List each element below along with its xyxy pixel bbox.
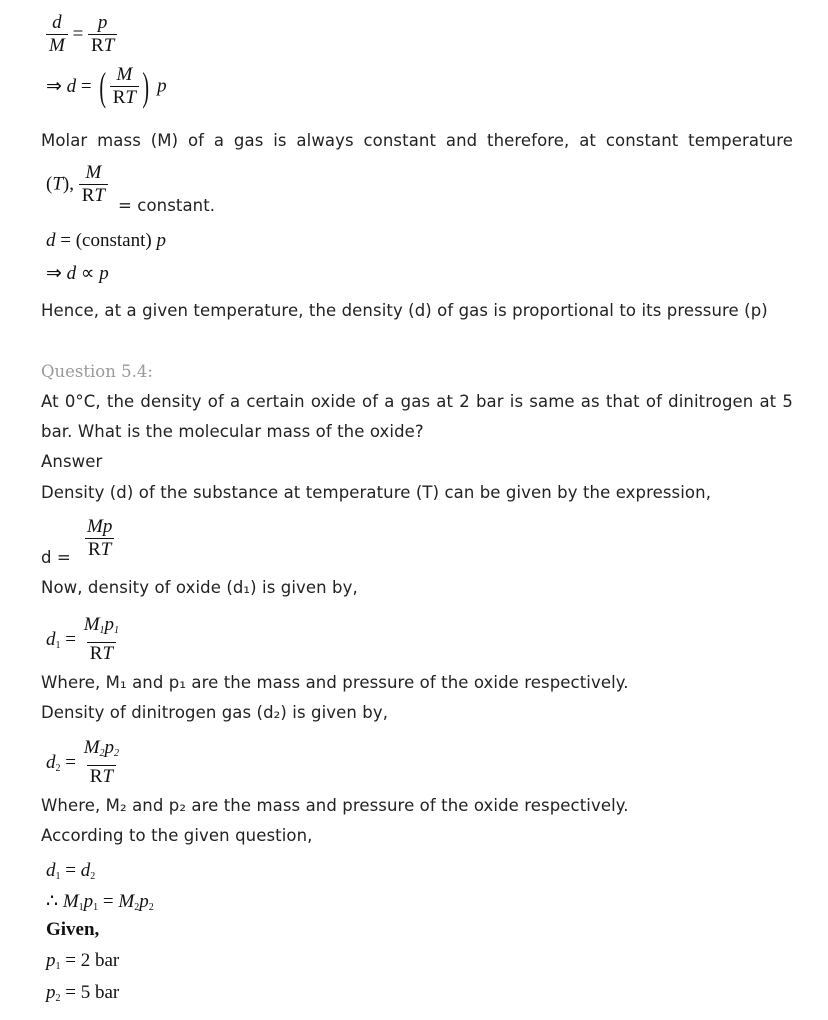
given-label: Given, <box>46 919 100 940</box>
equation-density-expression: ⇒ d = ( $\frac{M}{RT}$ ) p <box>46 63 167 109</box>
question-heading: Question 5.4: <box>41 362 153 381</box>
equation-p2-value: $p_2 = 5$ bar <box>46 982 120 1004</box>
equation-m1p1-equals-m2p2: ∴ $M_1p_1 = M_2p_2$ <box>46 891 154 913</box>
density-expression-text: Density (d) of the substance at temperature (T) can be given by the expression, <box>41 483 712 502</box>
p2-value: = 5 bar <box>65 982 120 1003</box>
p1-value: = 2 bar <box>65 950 120 971</box>
question-line-1: At 0°C, the density of a certain oxide of a gas at 2 bar is same as that of dinitrogen at 5 <box>41 392 793 411</box>
question-line-2: bar. What is the molecular mass of the oxide? <box>41 422 424 441</box>
equation-d2: $d_2$ = $\frac{M_2p_2}{RT}$ <box>46 737 120 787</box>
answer-label: Answer <box>41 452 103 471</box>
equation-density-ratio: $\frac{d}{M}$ = $\frac{p}{RT}$ <box>46 12 117 57</box>
equation-mp-over-rt: $\frac{Mp}{RT}$ <box>87 516 113 560</box>
dinitrogen-density-text: Density of dinitrogen gas (d₂) is given by, <box>41 703 389 722</box>
equation-d-constant-p: d = (constant) p <box>46 230 166 251</box>
equation-p1-value: $p_1 = 2$ bar <box>46 950 120 972</box>
molar-mass-paragraph: Molar mass (M) of a gas is always constant and therefore, at constant temperature <box>41 131 793 150</box>
where-m1-p1-text: Where, M₁ and p₁ are the mass and pressure of the oxide respectively. <box>41 673 629 692</box>
where-m2-p2-text: Where, M₂ and p₂ are the mass and pressure of the oxide respectively. <box>41 796 629 815</box>
according-text: According to the given question, <box>41 826 313 845</box>
d-equals-label: d = <box>41 548 71 567</box>
equation-d1-equals-d2: $d_1 = d_2$ <box>46 860 96 882</box>
oxide-density-text: Now, density of oxide (d₁) is given by, <box>41 578 358 597</box>
equation-constant-ratio: (T), $\frac{M}{RT}$ <box>46 162 108 207</box>
hence-paragraph: Hence, at a given temperature, the density (d) of gas is proportional to its pressure (p) <box>41 301 768 320</box>
constant-text: = constant. <box>118 196 216 215</box>
equation-d1: $d_1$ = $\frac{M_1p_1}{RT}$ <box>46 614 120 664</box>
equation-d-proportional-p: ⇒ d ∝ p <box>46 263 109 284</box>
